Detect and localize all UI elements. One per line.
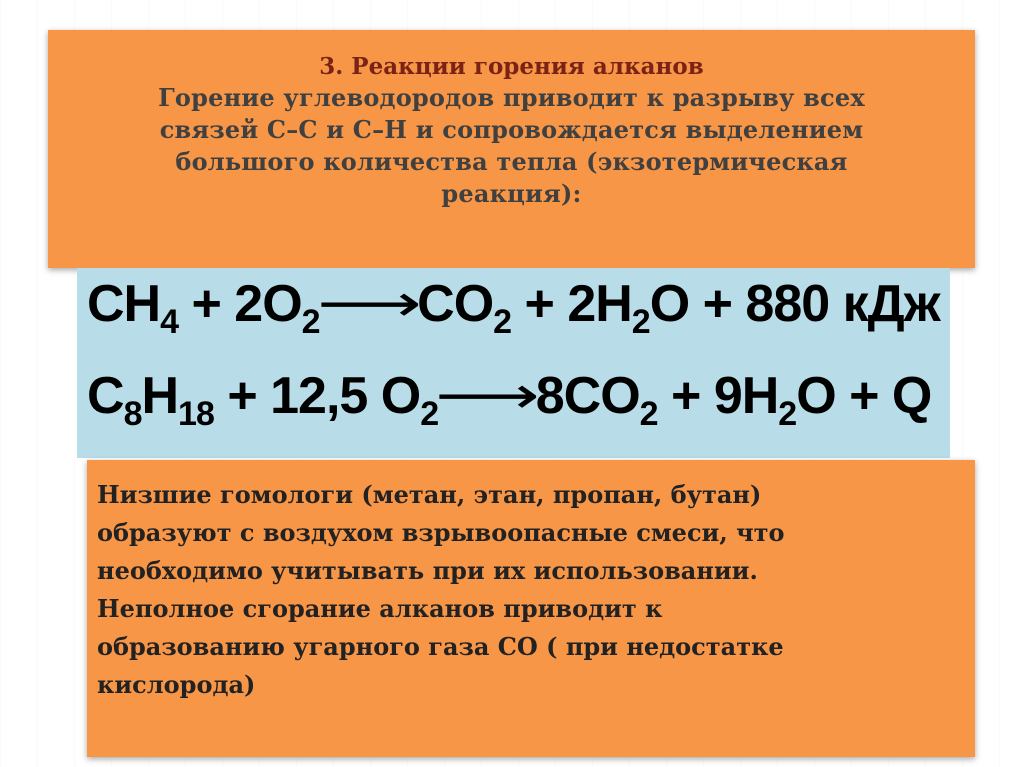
reaction-equations-box [77,268,950,458]
homologs-note-box [87,460,975,757]
heat-q: + Q [835,367,932,425]
energy-value: + 880 кДж [689,275,940,333]
reaction-arrow-icon: ⟶ [316,275,420,333]
intro-line: реакция): [441,179,582,208]
reaction-arrow-icon: ⟶ [435,367,539,425]
note-line: образуют с воздухом взрывоопасные смеси, что [97,518,785,547]
intro-line: большого количества тепла (экзотермическая [175,147,848,176]
combustion-intro-box [48,30,975,268]
note-line: необходимо учитывать при их использовании. [97,556,758,585]
intro-line: связей С–С и С–Н и сопровождается выделением [159,115,864,144]
section-heading: 3. Реакции горения алканов [319,53,704,80]
note-line: образованию угарного газа СО ( при недостатке [97,632,784,661]
intro-text [78,82,945,210]
note-line: Неполное сгорание алканов приводит к [97,594,663,623]
methane-combustion-equation: $CH_4$ + $2O_2⟶CO_2 + 2H_2O + 880$ кДж [87,275,940,341]
note-line: Низшие гомологи (метан, этан, пропан, бутан) [97,480,762,509]
note-line: кислорода) [97,670,256,699]
intro-line: Горение углеводородов приводит к разрыву всех [158,83,865,112]
octane-combustion-equation: $C_8H_{18} + 12,5$ $O_2⟶8CO_2 + 9H_2O + Q$ [87,367,932,433]
